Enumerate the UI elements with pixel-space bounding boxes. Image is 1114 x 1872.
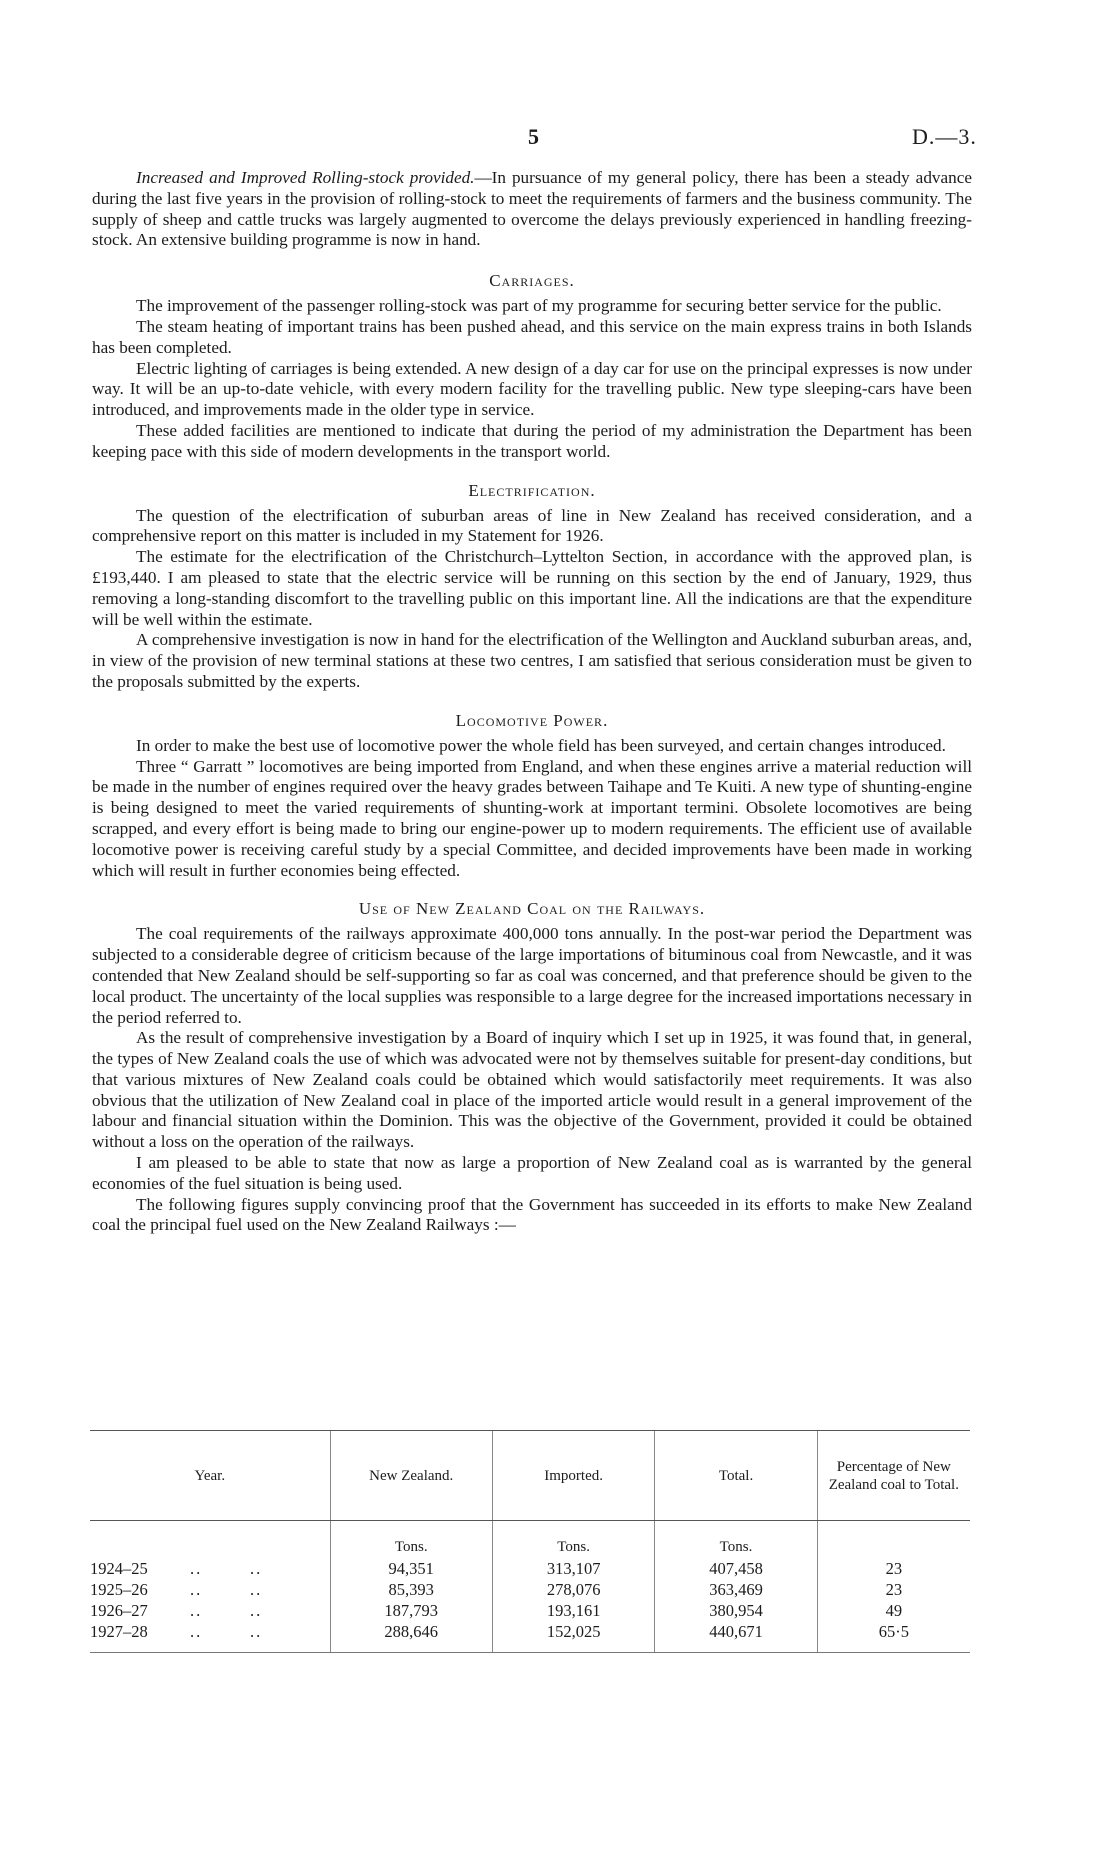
paragraph: The estimate for the electrification of the Christchurch–Lyttelton Section, in accordance with the approved plan, is £193,440. I am pleased to state that the electric service will be running on this section by the end of January, 1929, thus removing a long-standing discomfort to the travelling public on this important line. All the indications are that the expenditure will be well within the estimate. — [92, 547, 972, 629]
cell-pct: 23 — [817, 1558, 970, 1579]
paragraph: Three “ Garratt ” locomotives are being imported from England, and when these engines arrive a material reduction will be made in the number of engines required over the heavy grades between Taihape and Te Kuiti. A new type of shunting-engine is being designed to meet the varied requirements of shunting-work at important termini. Obsolete locomotives are being scrapped, and every effort is being made to bring our engine-power up to modern requirements. The efficient use of available locomotive power is receiving careful study by a special Committee, and decided improvements have been made in working which will result in further economies being effected. — [92, 756, 972, 880]
paragraph: The question of the electrification of suburban areas of line in New Zealand has received consideration, and a comprehensive report on this matter is included in my Statement for 1926. — [92, 505, 972, 546]
cell-year: 1926–27 .. .. — [90, 1601, 263, 1620]
units-imported: Tons. — [492, 1521, 655, 1559]
cell-year: 1925–26 .. .. — [90, 1580, 263, 1599]
cell-imported: 313,107 — [492, 1558, 655, 1579]
table-row — [90, 1558, 970, 1579]
cell-imported: 278,076 — [492, 1579, 655, 1600]
units-nz: Tons. — [330, 1521, 492, 1559]
rolling-stock-text: —In pursuance of my general policy, there has been a steady advance during the last five years in the provision of rolling-stock to meet the requirements of farmers and the business community. The supply of sheep and cattle trucks was largely augmented to overcome the delays previously experienced in handling freezing-stock. An extensive building programme is now in hand. — [92, 168, 972, 250]
header-imported: Imported. — [492, 1431, 655, 1521]
table-header-row — [90, 1431, 970, 1521]
cell-nz: 187,793 — [330, 1600, 492, 1621]
cell-total: 380,954 — [655, 1600, 817, 1621]
paragraph: As the result of comprehensive investigation by a Board of inquiry which I set up in 1925, it was found that, in general, the types of New Zealand coals the use of which was advocated were not by themselves suitable for present-day conditions, but that various mixtures of New Zealand coals could be obtained which would satisfactorily meet requirements. It was also obvious that the utilization of New Zealand coal in place of the imported article would result in a general improvement of the labour and financial situation within the Dominion. This was the objective of the Government, provided it could be obtained without a loss on the operation of the railways. — [92, 1028, 972, 1152]
heading-carriages: Carriages. — [489, 271, 575, 291]
table-row — [90, 1621, 970, 1653]
paragraph: In order to make the best use of locomotive power the whole field has been surveyed, and certain changes introduced. — [136, 735, 946, 755]
coal-consumption-table — [90, 1430, 970, 1653]
paragraph: The improvement of the passenger rolling-stock was part of my programme for securing better service for the public. — [136, 296, 942, 316]
units-row — [90, 1521, 970, 1559]
cell-pct: 65·5 — [817, 1621, 970, 1653]
header-year: Year. — [90, 1431, 330, 1521]
cell-year: 1927–28 .. .. — [90, 1621, 330, 1653]
cell-total: 440,671 — [655, 1621, 817, 1653]
cell-pct: 49 — [817, 1600, 970, 1621]
rolling-stock-lead: Increased and Improved Rolling-stock provided. — [136, 168, 475, 187]
document-reference: D.—3. — [912, 124, 977, 149]
cell-nz: 94,351 — [330, 1558, 492, 1579]
paragraph: Electric lighting of carriages is being extended. A new design of a day car for use on the principal expresses is now under way. It will be an up-to-date vehicle, with every modern facility for the travelling public. New type sleeping-cars have been introduced, and improvements made in the older type in service. — [92, 358, 972, 420]
cell-nz: 288,646 — [330, 1621, 492, 1653]
cell-imported: 152,025 — [492, 1621, 655, 1653]
body-text — [92, 168, 972, 1236]
table-row — [90, 1600, 970, 1621]
paragraph: The following figures supply convincing proof that the Government has succeeded in its efforts to make New Zealand coal the principal fuel used on the New Zealand Railways :— — [92, 1194, 972, 1235]
header-total: Total. — [655, 1431, 817, 1521]
heading-electrification: Electrification. — [468, 480, 596, 500]
page-number: 5 — [528, 124, 539, 149]
heading-locomotive-power: Locomotive Power. — [455, 710, 609, 730]
table-row — [90, 1579, 970, 1600]
units-empty — [90, 1521, 330, 1559]
paragraph: I am pleased to be able to state that now as large a proportion of New Zealand coal as is warranted by the general economies of the fuel situation is being used. — [92, 1153, 972, 1193]
cell-total: 363,469 — [655, 1579, 817, 1600]
cell-total: 407,458 — [655, 1558, 817, 1579]
units-total: Tons. — [655, 1521, 817, 1559]
header-new-zealand: New Zealand. — [330, 1431, 492, 1521]
cell-pct: 23 — [817, 1579, 970, 1600]
header-percentage: Percentage of New Zealand coal to Total. — [817, 1431, 970, 1521]
heading-nz-coal: Use of New Zealand Coal on the Railways. — [358, 899, 706, 919]
cell-year: 1924–25 .. .. — [90, 1559, 263, 1578]
units-pct-empty — [817, 1521, 970, 1559]
cell-nz: 85,393 — [330, 1579, 492, 1600]
cell-imported: 193,161 — [492, 1600, 655, 1621]
paragraph-rolling-stock — [92, 168, 972, 251]
paragraph: These added facilities are mentioned to indicate that during the period of my administration the Department has been keeping pace with this side of modern developments in the transport world. — [92, 420, 972, 461]
paragraph: The steam heating of important trains has been pushed ahead, and this service on the main express trains in both Islands has been completed. — [92, 316, 972, 357]
paragraph: A comprehensive investigation is now in hand for the electrification of the Wellington and Auckland suburban areas, and, in view of the provision of new terminal stations at these two centres, I am satisfied that serious consideration must be given to the proposals submitted by the experts. — [92, 630, 972, 691]
paragraph: The coal requirements of the railways approximate 400,000 tons annually. In the post-war period the Department was subjected to a considerable degree of criticism because of the large importations of bituminous coal from Newcastle, and it was contended that New Zealand should be self-supporting so far as coal was concerned, and that preference should be given to the local product. The uncertainty of the local supplies was responsible to a large degree for the increased importations necessary in the period referred to. — [92, 924, 972, 1027]
